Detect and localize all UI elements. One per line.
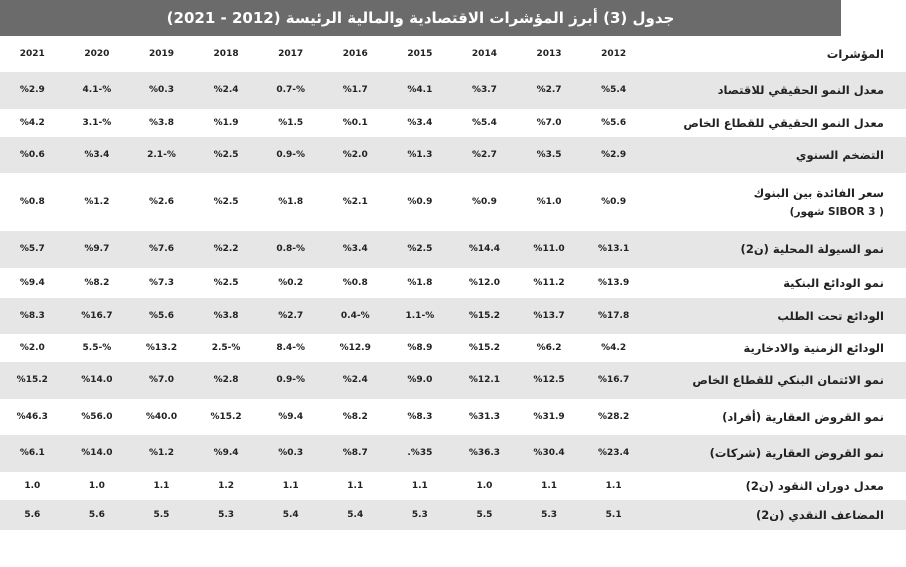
table-row	[0, 109, 906, 137]
value-cell: %46.3	[16, 411, 48, 422]
value-cell: %23.4	[598, 448, 630, 459]
header-year: 2015	[407, 49, 433, 59]
table-row	[0, 500, 906, 530]
value-cell: %6.1	[19, 448, 45, 459]
table-row	[0, 231, 906, 268]
value-cell: %7.0	[149, 375, 174, 386]
value-cell: %1.2	[149, 448, 174, 459]
value-cell: %15.2	[16, 375, 48, 386]
value-cell: %3.8	[149, 117, 174, 128]
value-cell: %2.5	[213, 149, 239, 160]
value-cell: 1.1	[347, 480, 364, 491]
value-cell: 1.0	[24, 480, 41, 491]
row-label-cell	[646, 362, 906, 399]
value-cell: %8.7	[342, 448, 368, 459]
value-cell: %0.8	[342, 277, 368, 288]
table-row	[0, 173, 906, 231]
header-year: 2014	[471, 49, 497, 59]
value-cell: %14.0	[81, 375, 113, 386]
value-cell: %8.2	[342, 411, 368, 422]
value-cell: %12.5	[533, 375, 565, 386]
table-row	[0, 72, 906, 109]
value-cell: 5.5	[153, 509, 170, 520]
value-cell: 1.0	[476, 480, 493, 491]
value-cell: %5.4	[601, 85, 627, 96]
row-label: سعر الفائدة بين البنوك	[753, 186, 884, 200]
table-row	[0, 362, 906, 399]
row-label: نمو القروض العقارية (شركات)	[709, 446, 884, 461]
value-cell: %1.5	[278, 117, 304, 128]
value-cell: %5.6	[601, 117, 627, 128]
value-cell: %1.7	[342, 85, 368, 96]
value-cell: %2.9	[19, 85, 45, 96]
value-cell: %8.3	[407, 411, 433, 422]
value-cell: %3.5	[536, 149, 562, 160]
header-year: 2021	[19, 49, 45, 59]
row-label: المضاعف النقدي (ن2)	[755, 507, 884, 522]
value-cell: %0.6	[19, 149, 45, 160]
value-cell: %2.0	[19, 343, 45, 353]
value-cell: %1.8	[278, 197, 304, 207]
table-row	[0, 334, 906, 362]
row-label-cell	[646, 173, 906, 231]
row-label: نمو الائتمان البنكي للقطاع الخاص	[692, 373, 884, 388]
value-cell: %12.1	[468, 375, 501, 386]
value-cell: %11.0	[533, 244, 565, 255]
row-label-cell	[646, 500, 906, 530]
value-cell: %5.6	[149, 310, 174, 321]
value-cell: %16.7	[598, 375, 630, 386]
value-cell: %-0.9	[276, 149, 306, 160]
value-cell: %-1.1	[405, 310, 435, 321]
value-cell: 5.3	[218, 509, 235, 520]
value-cell: %1.0	[536, 197, 562, 207]
value-cell: 1.2	[218, 480, 235, 491]
value-cell: %31.3	[468, 411, 501, 422]
value-cell: %9.7	[84, 244, 110, 255]
value-cell: %40.0	[145, 411, 178, 422]
row-label: معدل النمو الحقيقي للقطاع الخاص	[683, 115, 884, 130]
value-cell: %14.0	[81, 448, 113, 459]
table-title: جدول (3) أبرز المؤشرات الاقتصادية والمالية الرئيسة (2012 - 2021)	[0, 0, 841, 36]
value-cell: %4.1	[407, 85, 433, 96]
value-cell: %28.2	[598, 411, 630, 422]
value-cell: %5.4	[471, 117, 497, 128]
value-cell: %1.8	[407, 277, 433, 288]
value-cell: %3.8	[213, 310, 239, 321]
value-cell: %0.9	[601, 197, 627, 207]
header-label: المؤشرات	[826, 47, 884, 61]
value-cell: %1.3	[407, 149, 433, 160]
header-year: 2012	[601, 49, 627, 59]
value-cell: %56.0	[81, 411, 113, 422]
header-year: 2019	[148, 49, 175, 59]
value-cell: %2.4	[213, 85, 239, 96]
value-cell: %-0.7	[276, 85, 306, 96]
row-label: معدل النمو الحقيقي للاقتصاد	[717, 83, 884, 98]
value-cell: %31.9	[533, 411, 565, 422]
value-cell: %0.8	[19, 197, 45, 207]
value-cell: %-0.4	[340, 310, 370, 321]
header-year: 2017	[278, 49, 304, 59]
row-label: معدل دوران النقود (ن2)	[745, 478, 884, 493]
value-cell: %2.5	[213, 277, 239, 288]
value-cell: 5.1	[605, 509, 622, 520]
value-cell: %0.1	[342, 117, 368, 128]
value-cell: 5.3	[411, 509, 428, 520]
value-cell: %0.3	[278, 448, 304, 459]
value-cell: %13.2	[145, 343, 178, 353]
row-label-cell	[646, 109, 906, 137]
value-cell: %9.4	[278, 411, 304, 422]
value-cell: %7.6	[149, 244, 174, 255]
value-cell: %5.7	[19, 244, 45, 255]
value-cell: %3.4	[84, 149, 110, 160]
value-cell: %8.9	[407, 343, 433, 353]
row-label: الودائع الزمنية والادخارية	[743, 341, 884, 355]
value-cell: %2.5	[407, 244, 433, 255]
header-year: 2016	[342, 49, 368, 59]
value-cell: %30.4	[533, 448, 565, 459]
row-label-cell	[646, 231, 906, 268]
value-cell: %3.4	[407, 117, 433, 128]
value-cell: %0.9	[471, 197, 497, 207]
header-year: 2020	[84, 49, 110, 59]
value-cell: %1.9	[213, 117, 239, 128]
value-cell: %13.1	[598, 244, 630, 255]
row-label: الودائع تحت الطلب	[777, 308, 884, 323]
row-label: التضخم السنوي	[795, 147, 884, 162]
value-cell: 5.6	[24, 509, 41, 520]
value-cell: %3.7	[471, 85, 497, 96]
value-cell: %-5.5	[82, 343, 112, 353]
value-cell: %9.4	[213, 448, 239, 459]
value-cell: %17.8	[598, 310, 630, 321]
value-cell: %15.2	[210, 411, 242, 422]
value-cell: 5.6	[88, 509, 105, 520]
value-cell: %35.	[407, 448, 433, 459]
value-cell: %9.0	[407, 375, 433, 386]
value-cell: %-0.9	[276, 375, 306, 386]
value-cell: %2.8	[213, 375, 239, 386]
table-row	[0, 137, 906, 174]
indicators-table	[0, 36, 906, 530]
header-year: 2013	[536, 49, 562, 59]
row-label-cell	[646, 268, 906, 298]
value-cell: %9.4	[19, 277, 45, 288]
value-cell: 5.4	[347, 509, 364, 520]
value-cell: %2.0	[342, 149, 368, 160]
value-cell: %-2.5	[211, 343, 241, 353]
value-cell: %2.9	[601, 149, 627, 160]
value-cell: %16.7	[81, 310, 113, 321]
value-cell: 1.1	[541, 480, 558, 491]
value-cell: %-4.1	[82, 85, 112, 96]
row-label: نمو الودائع البنكية	[783, 275, 884, 290]
table-header-row	[0, 36, 906, 72]
value-cell: 1.1	[282, 480, 299, 491]
value-cell: %4.2	[601, 343, 627, 353]
value-cell: %8.2	[84, 277, 110, 288]
value-cell: %0.2	[278, 277, 304, 288]
table-row	[0, 268, 906, 298]
header-year: 2018	[213, 49, 239, 59]
value-cell: %2.5	[213, 197, 239, 207]
value-cell: %15.2	[468, 343, 501, 353]
value-cell: %15.2	[468, 310, 501, 321]
value-cell: %8.3	[19, 310, 45, 321]
value-cell: %13.9	[598, 277, 630, 288]
table-row	[0, 435, 906, 472]
value-cell: %2.6	[149, 197, 174, 207]
row-label-cell	[646, 399, 906, 436]
value-cell: %2.7	[471, 149, 497, 160]
table-row	[0, 399, 906, 436]
value-cell: %3.4	[342, 244, 368, 255]
value-cell: %2.4	[342, 375, 368, 386]
value-cell: %2.7	[536, 85, 562, 96]
row-label: نمو السيولة المحلية (ن2)	[740, 242, 884, 257]
row-label-cell	[646, 435, 906, 472]
value-cell: %-3.1	[82, 117, 112, 128]
table-row	[0, 298, 906, 335]
value-cell: 5.4	[282, 509, 299, 520]
value-cell: 5.3	[541, 509, 558, 520]
value-cell: %-8.4	[276, 343, 306, 353]
row-label-cell	[646, 472, 906, 500]
value-cell: %-0.8	[276, 244, 306, 255]
value-cell: %12.0	[468, 277, 501, 288]
row-label-sub: ( SIBOR 3 شهور)	[789, 206, 884, 218]
value-cell: %2.1	[342, 197, 368, 207]
value-cell: 5.5	[476, 509, 493, 520]
value-cell: %2.7	[278, 310, 304, 321]
value-cell: %7.3	[149, 277, 174, 288]
value-cell: %-2.1	[147, 149, 176, 160]
row-label-cell	[646, 72, 906, 109]
value-cell: %1.2	[84, 197, 110, 207]
value-cell: %14.4	[468, 244, 501, 255]
row-label-cell	[646, 137, 906, 174]
value-cell: 1.0	[88, 480, 105, 491]
value-cell: 1.1	[411, 480, 428, 491]
value-cell: %4.2	[19, 117, 45, 128]
value-cell: %0.9	[407, 197, 433, 207]
value-cell: %12.9	[339, 343, 371, 353]
value-cell: %13.7	[533, 310, 565, 321]
table-row	[0, 472, 906, 500]
value-cell: %36.3	[468, 448, 501, 459]
row-label-cell	[646, 334, 906, 362]
row-label-cell	[646, 298, 906, 335]
value-cell: %7.0	[536, 117, 562, 128]
value-cell: %2.2	[213, 244, 239, 255]
value-cell: 1.1	[605, 480, 622, 491]
value-cell: 1.1	[153, 480, 170, 491]
value-cell: %0.3	[149, 85, 174, 96]
value-cell: %11.2	[533, 277, 565, 288]
value-cell: %6.2	[536, 343, 562, 353]
row-label: نمو القروض العقارية (أفراد)	[722, 409, 884, 424]
